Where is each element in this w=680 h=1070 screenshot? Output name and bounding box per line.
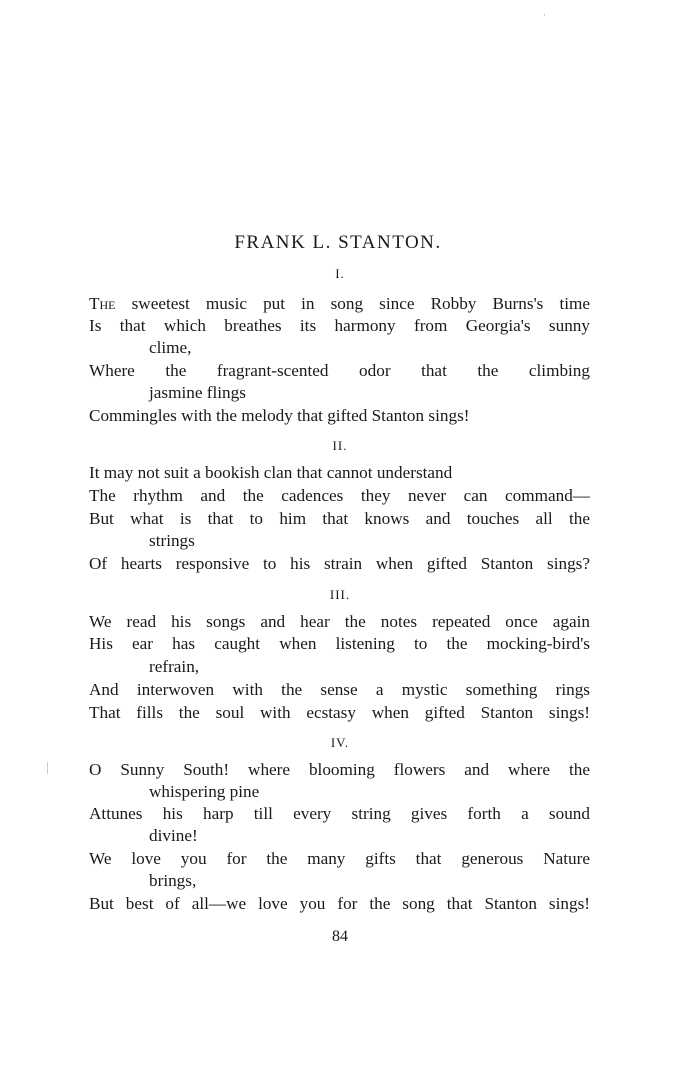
stanza-3-line-5: That fills the soul with ecstasy when gifted Stanton sings! — [89, 703, 590, 722]
stanza-4-line-6: brings, — [149, 871, 197, 890]
stanza-4-line-2: whispering pine — [149, 782, 260, 801]
stanza-4-line-4: divine! — [149, 826, 198, 845]
stanza-1-line-3: clime, — [149, 338, 192, 357]
stanza-4-line-3: Attunes his harp till every string gives forth a sound — [89, 804, 590, 823]
stanza-1-line-4: Where the fragrant-scented odor that the climbing — [89, 361, 590, 380]
stanza-3-line-2: His ear has caught when listening to the mocking-bird's — [89, 634, 590, 653]
stanza-4-line-1: O Sunny South! where blooming flowers and where the — [89, 760, 590, 779]
paper-speck — [47, 762, 48, 774]
stanza-2-line-5: Of hearts responsive to his strain when gifted Stanton sings? — [89, 554, 590, 573]
stanza-1-line-6: Commingles with the melody that gifted Stanton sings! — [89, 406, 470, 425]
stanza-numeral-2: II. — [332, 438, 348, 453]
page-number: 84 — [332, 928, 348, 945]
poem-title: FRANK L. STANTON. — [234, 232, 442, 253]
stanza-numeral-1: I. — [335, 266, 345, 281]
stanza-1-line-1: The sweetest music put in song since Robby Burns's time — [89, 294, 590, 313]
paper-speck — [544, 14, 545, 16]
stanza-3-line-1: We read his songs and hear the notes repeated once again — [89, 612, 590, 631]
stanza-2-line-1: It may not suit a bookish clan that cannot understand — [89, 463, 453, 482]
stanza-4-line-5: We love you for the many gifts that generous Nature — [89, 849, 590, 868]
stanza-2-line-2: The rhythm and the cadences they never can command— — [89, 486, 590, 505]
stanza-1-line-2: Is that which breathes its harmony from Georgia's sunny — [89, 316, 590, 335]
stanza-3-line-3: refrain, — [149, 657, 200, 676]
stanza-4-line-7: But best of all—we love you for the song that Stanton sings! — [89, 894, 590, 913]
stanza-numeral-4: IV. — [330, 735, 350, 750]
stanza-2-line-4: strings — [149, 531, 195, 550]
stanza-1-line-5: jasmine flings — [149, 383, 246, 402]
stanza-2-line-3: But what is that to him that knows and touches all the — [89, 509, 590, 528]
stanza-numeral-3: III. — [329, 587, 351, 602]
drop-word: The — [89, 294, 116, 313]
stanza-3-line-4: And interwoven with the sense a mystic something rings — [89, 680, 590, 699]
